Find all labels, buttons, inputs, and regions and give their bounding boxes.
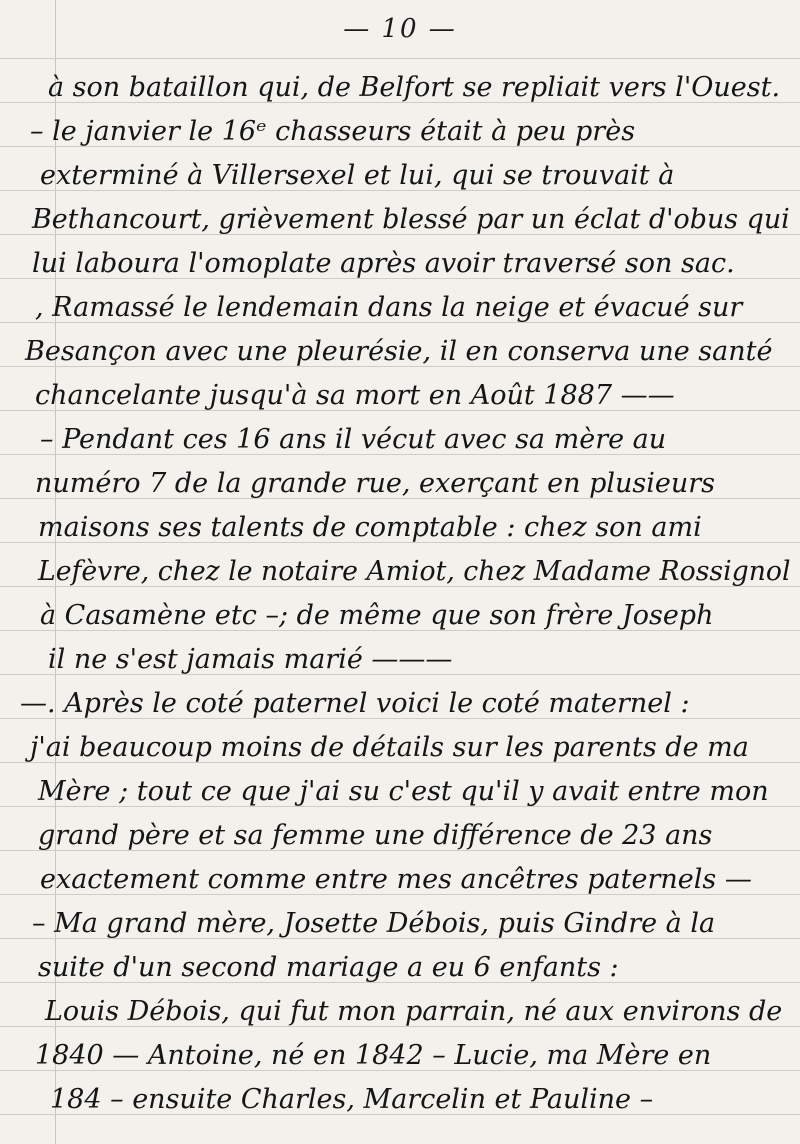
text-line: Mère ; tout ce que j'ai su c'est qu'il y avait entre mon [38, 776, 769, 807]
text-line: Lefèvre, chez le notaire Amiot, chez Madame Rossignol [38, 556, 791, 587]
text-line: —. Après le coté paternel voici le coté maternel : [20, 688, 690, 719]
text-line: j'ai beaucoup moins de détails sur les parents de ma [30, 732, 749, 763]
text-line: suite d'un second mariage a eu 6 enfants : [38, 952, 619, 983]
text-line: exactement comme entre mes ancêtres paternels — [40, 864, 752, 895]
text-line: numéro 7 de la grande rue, exerçant en plusieurs [35, 468, 715, 499]
text-line: exterminé à Villersexel et lui, qui se trouvait à [40, 160, 675, 191]
text-line: il ne s'est jamais marié ——— [48, 644, 453, 675]
text-line: – Ma grand mère, Josette Débois, puis Gindre à la [32, 908, 716, 939]
text-line: à Casamène etc –; de même que son frère Joseph [40, 600, 714, 631]
text-line: , Ramassé le lendemain dans la neige et évacué sur [35, 292, 743, 323]
text-line: 1840 — Antoine, né en 1842 – Lucie, ma Mère en [35, 1040, 712, 1071]
text-line: lui laboura l'omoplate après avoir traversé son sac. [32, 248, 735, 279]
text-line: Besançon avec une pleurésie, il en conserva une santé [25, 336, 773, 367]
text-line: chancelante jusqu'à sa mort en Août 1887 —— [35, 380, 675, 411]
text-line: Louis Débois, qui fut mon parrain, né aux environs de [45, 996, 783, 1027]
text-line: maisons ses talents de comptable : chez son ami [38, 512, 702, 543]
text-line: – le janvier le 16ᵉ chasseurs était à peu près [30, 116, 636, 147]
ruled-line [0, 58, 800, 59]
page-number: — 10 — [343, 14, 457, 44]
text-line: 184 – ensuite Charles, Marcelin et Pauline – [50, 1084, 654, 1115]
text-line: à son bataillon qui, de Belfort se repliait vers l'Ouest. [48, 72, 781, 103]
text-line: Bethancourt, grièvement blessé par un éclat d'obus qui [32, 204, 790, 235]
text-line: grand père et sa femme une différence de 23 ans [38, 820, 713, 851]
text-line: – Pendant ces 16 ans il vécut avec sa mère au [40, 424, 667, 455]
